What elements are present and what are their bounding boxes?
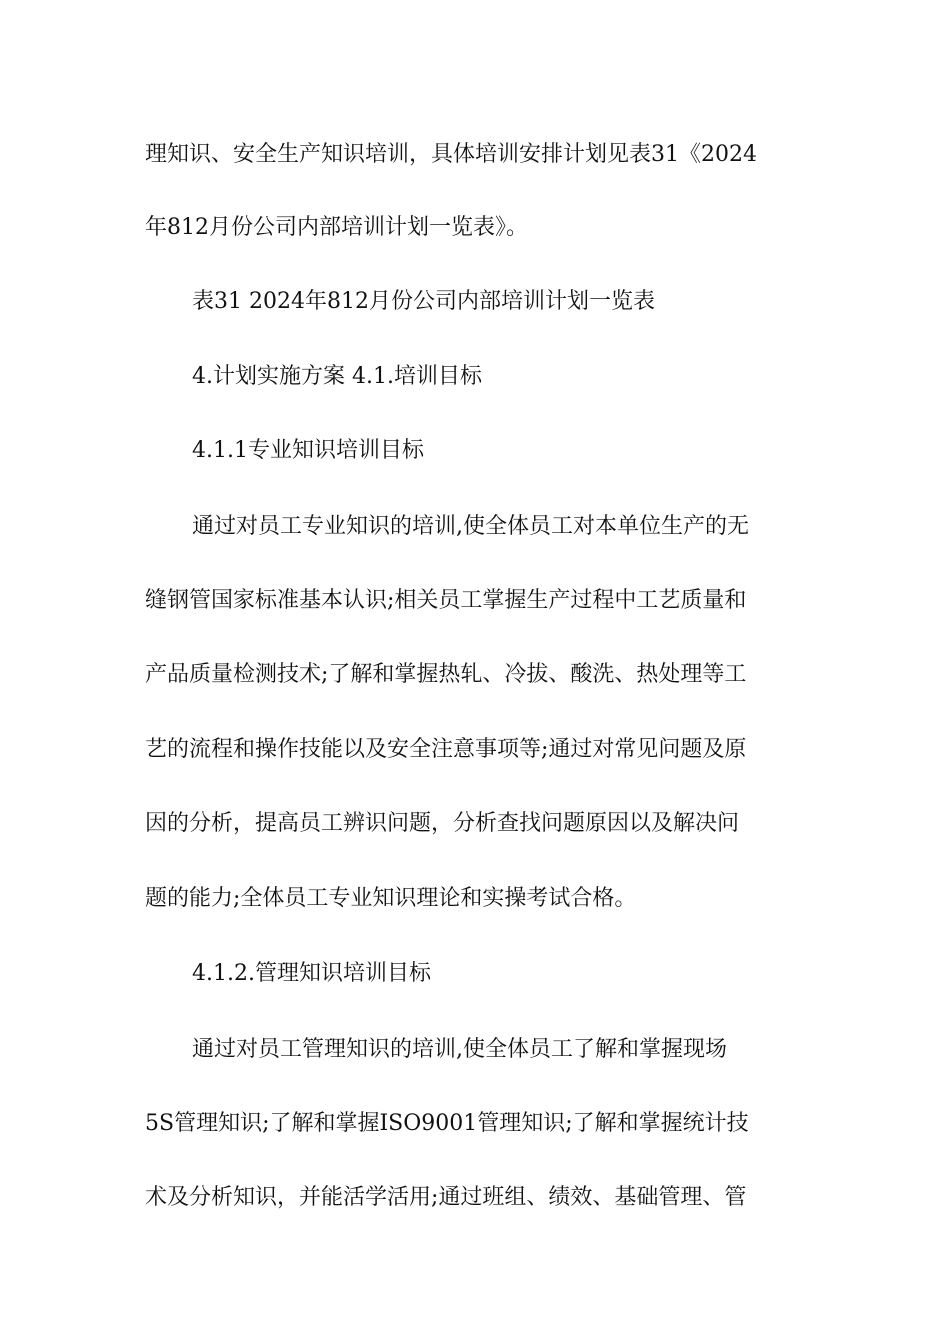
paragraph-line: 题的能力;全体员工专业知识理论和实操考试合格。 [145,886,637,911]
paragraph-line: 理知识、安全生产知识培训，具体培训安排计划见表31《2024 [145,142,757,167]
table-caption: 表31 2024年812月份公司内部培训计划一览表 [192,289,655,314]
paragraph-line: 术及分析知识，并能活学活用;通过班组、绩效、基础管理、管 [145,1185,747,1210]
section-heading: 4.计划实施方案 4.1.培训目标 [192,364,482,389]
subsection-heading: 4.1.1专业知识培训目标 [192,438,424,463]
paragraph-line: 产品质量检测技术;了解和掌握热轧、冷拔、酸洗、热处理等工 [145,662,747,687]
paragraph-line: 通过对员工专业知识的培训,使全体员工对本单位生产的无 [192,514,749,539]
paragraph-line: 5S管理知识;了解和掌握ISO9001管理知识;了解和掌握统计技 [145,1111,749,1136]
paragraph-line: 年812月份公司内部培训计划一览表》。 [145,215,528,240]
paragraph-line: 因的分析，提高员工辨识问题，分析查找问题原因以及解决问 [145,811,740,836]
subsection-heading: 4.1.2.管理知识培训目标 [192,961,431,986]
paragraph-line: 艺的流程和操作技能以及安全注意事项等;通过对常见问题及原 [145,737,747,762]
paragraph-line: 通过对员工管理知识的培训,使全体员工了解和掌握现场 [192,1037,727,1062]
paragraph-line: 缝钢管国家标准基本认识;相关员工掌握生产过程中工艺质量和 [145,588,747,613]
